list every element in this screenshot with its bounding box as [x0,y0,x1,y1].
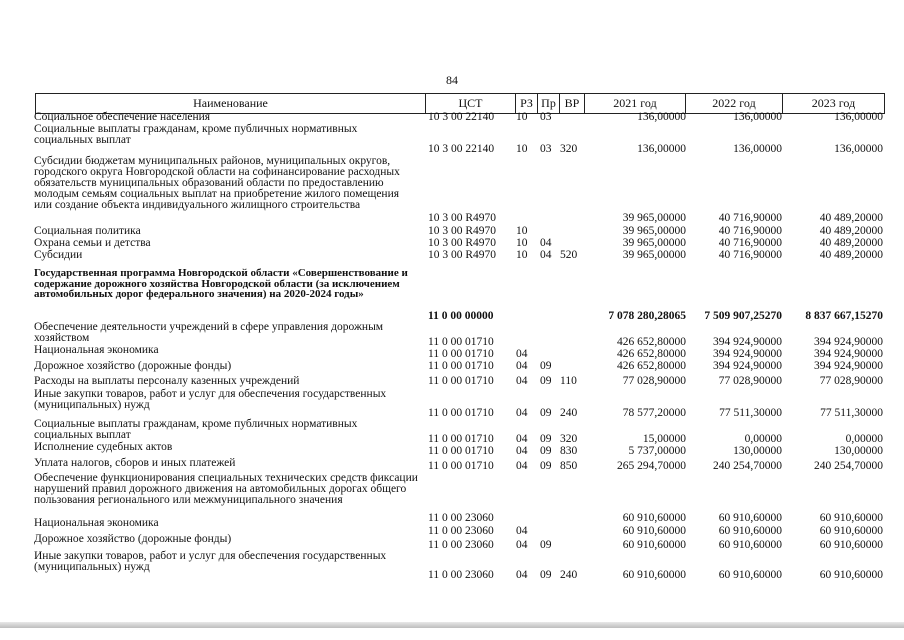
row-rz: 04 [516,433,528,445]
row-2022: 240 254,70000 [713,460,782,472]
row-cst: 11 0 00 01710 [428,348,494,360]
header-2021: 2021 год [584,94,685,113]
row-2021: 60 910,60000 [622,539,686,551]
row-rz: 10 [516,249,528,261]
row-2021: 426 652,80000 [617,336,686,348]
row-name: Исполнение судебных актов [34,441,173,453]
row-2021: 39 965,00000 [622,237,686,249]
row-pr: 09 [540,569,552,581]
row-2021: 136,00000 [637,143,686,155]
header-cst: ЦСТ [425,94,515,113]
row-2023: 40 489,20000 [819,249,883,261]
row-name: Охрана семьи и детства [34,237,151,249]
row-name: Национальная экономика [34,344,159,356]
row-pr: 03 [540,143,552,155]
row-2023: 130,00000 [834,445,883,457]
row-rz: 04 [516,375,528,387]
row-name: Социальные выплаты гражданам, кроме публичных нормативных социальных выплат [34,418,358,441]
row-2022: 40 716,90000 [718,212,782,224]
row-2023: 60 910,60000 [819,512,883,524]
row-pr: 09 [540,360,552,372]
header-2023: 2023 год [782,94,885,113]
row-2023: 40 489,20000 [819,237,883,249]
row-pr: 09 [540,460,552,472]
row-2023: 77 028,90000 [819,375,883,387]
row-name: Обеспечение деятельности учреждений в сфере управления дорожным хозяйством [34,321,384,344]
row-vr: 240 [560,407,578,419]
row-2021: 60 910,60000 [622,525,686,537]
row-2021: 78 577,20000 [622,407,686,419]
row-2022: 0,00000 [744,433,782,445]
row-name: Национальная экономика [34,517,159,529]
row-2022: 394 924,90000 [713,348,782,360]
row-2021: 60 910,60000 [622,569,686,581]
row-name: Субсидии [34,249,83,261]
row-2023: 136,00000 [834,111,883,123]
row-cst: 10 3 00 R4970 [428,237,497,249]
row-vr: 520 [560,249,578,261]
row-rz: 10 [516,143,528,155]
row-2023: 0,00000 [845,433,883,445]
row-2022: 394 924,90000 [713,360,782,372]
row-rz: 04 [516,407,528,419]
row-name: Социальные выплаты гражданам, кроме публичных нормативных социальных выплат [34,123,358,146]
row-cst: 10 3 00 22140 [428,111,495,123]
row-pr: 09 [540,407,552,419]
row-2023: 136,00000 [834,143,883,155]
row-2023: 240 254,70000 [814,460,883,472]
row-2023: 40 489,20000 [819,212,883,224]
row-rz: 10 [516,111,528,123]
header-2022: 2022 год [685,94,782,113]
row-name: Иные закупки товаров, работ и услуг для обеспечения государственных (муниципальных) нужд [34,388,387,411]
row-name: Социальное обеспечение населения [34,111,211,123]
row-name: Дорожное хозяйство (дорожные фонды) [34,360,232,372]
row-2022: 40 716,90000 [718,249,782,261]
row-cst: 10 3 00 R4970 [428,212,497,224]
row-2023: 394 924,90000 [814,336,883,348]
row-2021: 7 078 280,28065 [608,310,686,322]
row-vr: 110 [560,375,577,387]
row-vr: 850 [560,460,578,472]
row-cst: 11 0 00 23060 [428,539,494,551]
row-cst: 11 0 00 01710 [428,433,494,445]
row-2022: 394 924,90000 [713,336,782,348]
row-2021: 77 028,90000 [622,375,686,387]
row-2022: 40 716,90000 [718,225,782,237]
row-name: Субсидии бюджетам муниципальных районов, муниципальных округов, городского округа Новгородской области на софинансирование расходных обязательств муниципальных образований области по предоставлению молодым семьям социальных выплат на приобретение жилого помещения или создание объекта индивидуального жилищного строительства [34,155,400,211]
row-cst: 11 0 00 23060 [428,525,494,537]
row-name: Уплата налогов, сборов и иных платежей [34,457,236,469]
row-cst: 10 3 00 R4970 [428,249,497,261]
row-name: Иные закупки товаров, работ и услуг для обеспечения государственных (муниципальных) нужд [34,550,387,573]
row-rz: 04 [516,445,528,457]
row-2022: 60 910,60000 [718,569,782,581]
row-2022: 77 028,90000 [718,375,782,387]
row-cst: 11 0 00 01710 [428,336,494,348]
row-name: Расходы на выплаты персоналу казенных учреждений [34,375,300,387]
row-rz: 04 [516,348,528,360]
row-name: Дорожное хозяйство (дорожные фонды) [34,533,232,545]
row-cst: 11 0 00 00000 [428,310,494,322]
row-pr: 03 [540,111,552,123]
row-cst: 11 0 00 01710 [428,360,494,372]
row-cst: 11 0 00 01710 [428,460,494,472]
row-2022: 136,00000 [733,143,782,155]
row-name: Социальная политика [34,225,141,237]
row-2022: 77 511,30000 [719,407,782,419]
row-rz: 04 [516,569,528,581]
scan-bottom-edge [0,622,904,628]
header-name: Наименование [35,94,425,113]
row-2022: 60 910,60000 [718,512,782,524]
row-rz: 10 [516,225,528,237]
row-pr: 04 [540,249,552,261]
row-name: Государственная программа Новгородской области «Совершенствование и содержание дорожного хозяйства Новгородской области (за исключением автомобильных дорог федерального значения) на 2020-2024 годы» [34,267,408,300]
row-2023: 77 511,30000 [820,407,883,419]
row-2021: 60 910,60000 [622,512,686,524]
row-cst: 11 0 00 01710 [428,375,494,387]
row-2021: 39 965,00000 [622,249,686,261]
row-2023: 8 837 667,15270 [805,310,883,322]
row-vr: 320 [560,433,578,445]
row-cst: 11 0 00 23060 [428,512,494,524]
row-2021: 39 965,00000 [622,212,686,224]
row-pr: 04 [540,237,552,249]
row-cst: 10 3 00 22140 [428,143,495,155]
row-2021: 5 737,00000 [628,445,686,457]
header-rz: РЗ [515,94,537,113]
row-cst: 11 0 00 01710 [428,445,494,457]
row-2023: 394 924,90000 [814,360,883,372]
row-2021: 15,00000 [642,433,686,445]
row-rz: 04 [516,525,528,537]
row-2023: 60 910,60000 [819,525,883,537]
row-2023: 394 924,90000 [814,348,883,360]
row-pr: 09 [540,445,552,457]
row-cst: 11 0 00 01710 [428,407,494,419]
row-2022: 136,00000 [733,111,782,123]
row-2022: 40 716,90000 [718,237,782,249]
row-2022: 60 910,60000 [718,539,782,551]
header-vr: ВР [559,94,584,113]
row-pr: 09 [540,433,552,445]
header-pr: Пр [537,94,559,113]
row-2021: 426 652,80000 [617,360,686,372]
row-2021: 426 652,80000 [617,348,686,360]
row-rz: 04 [516,539,528,551]
row-2022: 60 910,60000 [718,525,782,537]
row-pr: 09 [540,539,552,551]
row-2022: 130,00000 [733,445,782,457]
row-2021: 265 294,70000 [617,460,686,472]
row-vr: 240 [560,569,578,581]
row-vr: 830 [560,445,578,457]
row-cst: 10 3 00 R4970 [428,225,497,237]
row-cst: 11 0 00 23060 [428,569,494,581]
row-2023: 60 910,60000 [819,569,883,581]
row-2023: 40 489,20000 [819,225,883,237]
row-vr: 320 [560,143,578,155]
row-pr: 09 [540,375,552,387]
page-number: 84 [446,73,458,87]
row-2022: 7 509 907,25270 [704,310,782,322]
row-2021: 136,00000 [637,111,686,123]
row-2021: 39 965,00000 [622,225,686,237]
row-rz: 04 [516,360,528,372]
row-name: Обеспечение функционирования специальных технических средств фиксации нарушений правил дорожного движения на автомобильных дорогах общего пользования регионального или межмуниципального значения [34,472,418,506]
row-2023: 60 910,60000 [819,539,883,551]
row-rz: 04 [516,460,528,472]
row-rz: 10 [516,237,528,249]
